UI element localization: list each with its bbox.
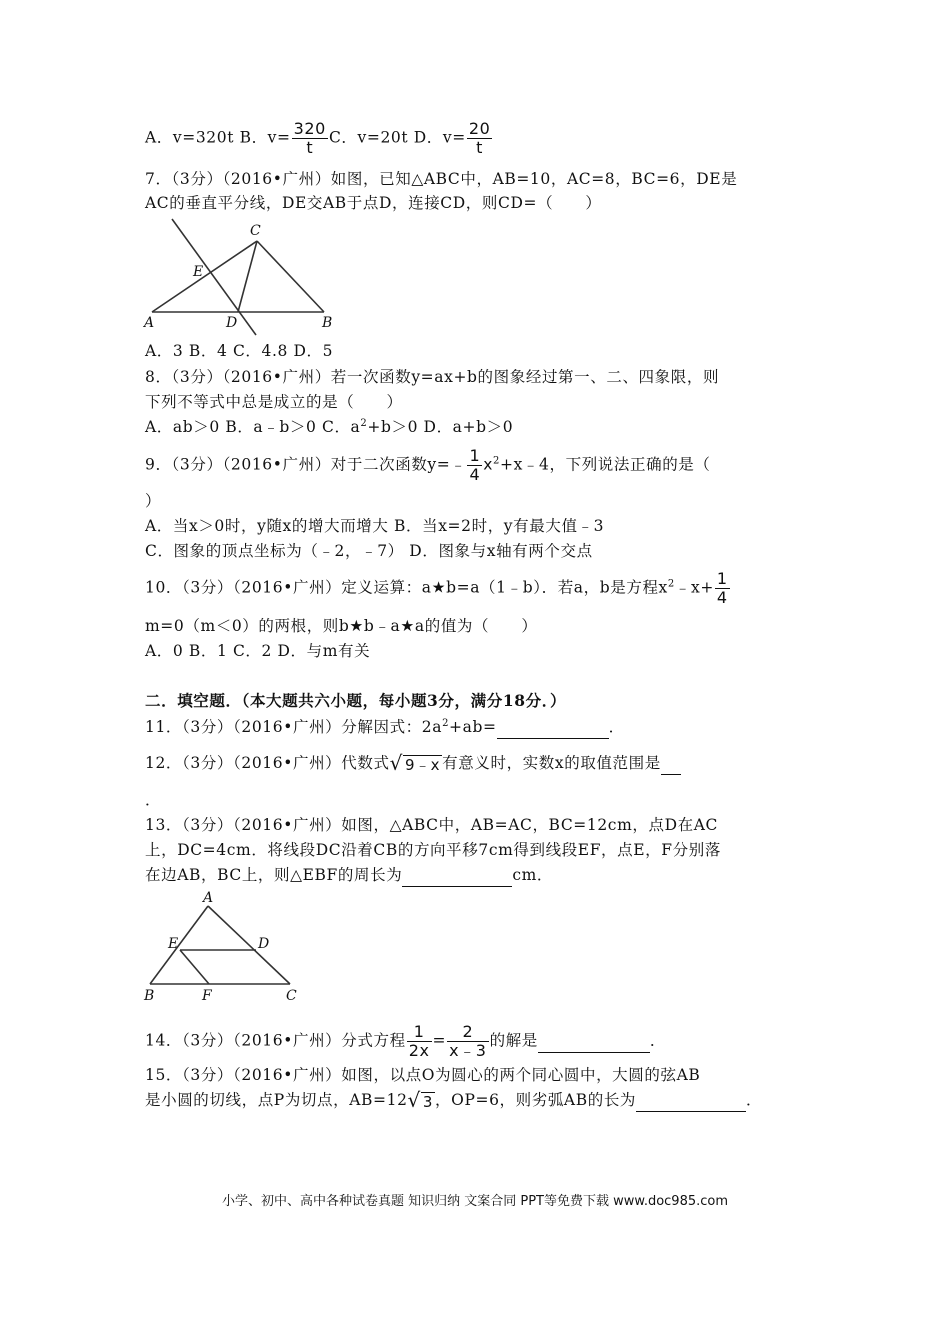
q10-options: A．0 B．1 C．2 D．与m有关 xyxy=(145,642,371,660)
q14-fraction-left: $\frac{1}{2x}$ xyxy=(408,1022,430,1060)
q7-line2: AC的垂直平分线，DE交AB于点D，连接CD，则CD=（ ） xyxy=(145,194,602,212)
q6-option-c: C．v=20t D．v= xyxy=(328,128,466,147)
q7-side-bc xyxy=(257,241,324,312)
q6-option-a: A．v=320t B．v= xyxy=(145,128,291,147)
q13-label-d: D xyxy=(258,936,270,952)
q13-line1: 13．（3分）（2016•广州）如图，△ABC中，AB=AC，BC=12cm，点D在AC xyxy=(145,816,718,834)
q15-radical: √ 3 xyxy=(407,1088,434,1112)
q7-line-de xyxy=(172,219,256,335)
q15-line1: 15．（3分）（2016•广州）如图，以点O为圆心的两个同心圆中，大圆的弦AB xyxy=(145,1066,701,1084)
q7-triangle-figure xyxy=(140,215,340,340)
q11-line: 11．（3分）（2016•广州）分解因式：$2a^2+ab=$ ． xyxy=(145,716,625,739)
q13-segment-ef xyxy=(180,950,209,984)
q14-answer-blank xyxy=(538,1030,650,1053)
q15-line2: 是小圆的切线，点P为切点，AB=12√ 3 ，OP=6，则劣弧AB的长为 ． xyxy=(145,1088,763,1112)
q6-fraction-d: $\frac{20}{t}$ xyxy=(468,119,491,157)
q12-answer-blank xyxy=(661,752,681,775)
q8-options: A．ab＞0 B．a﹣b＞0 C．$a^2+b>0$ D．a+b＞0 xyxy=(145,417,514,436)
q13-line2: 上，DC=4cm．将线段DC沿着CB的方向平移7cm得到线段EF，点E，F分别落 xyxy=(145,841,721,859)
q9-line2: ） xyxy=(145,492,162,510)
q8-line2: 下列不等式中总是成立的是（ ） xyxy=(145,393,403,411)
q10-line1: 10．（3分）（2016•广州）定义运算：a★b=a（1﹣b）．若a，b是方程$x^2﹣x+$ $\frac{1}{4}$ xyxy=(145,569,728,607)
q14-line: 14．（3分）（2016•广州）分式方程 $\frac{1}{2x}$ = $\frac{2}{x﹣3}$ 的解是 ． xyxy=(145,1022,667,1060)
q7-label-b: B xyxy=(322,315,333,331)
q10-fraction: $\frac{1}{4}$ xyxy=(716,569,728,607)
q13-triangle-figure xyxy=(140,890,310,1005)
q15-answer-blank xyxy=(636,1089,746,1112)
section2-title: 二．填空题．（本大题共六小题，每小题3分，满分18分．） xyxy=(145,691,567,710)
q12-line1: 12．（3分）（2016•广州）代数式√ 9﹣x 有意义时，实数x的取值范围是 xyxy=(145,752,681,776)
q6-options xyxy=(145,120,493,157)
q13-label-e: E xyxy=(168,936,179,952)
q13-label-c: C xyxy=(286,988,297,1004)
q10-line2: m=0（m＜0）的两根，则b★b﹣a★a的值为（ ） xyxy=(145,617,538,635)
q13-side-ac xyxy=(208,906,290,984)
q13-label-a: A xyxy=(203,890,214,906)
q7-label-a: A xyxy=(144,315,155,331)
q7-line1: 7．（3分）（2016•广州）如图，已知△ABC中，AB=10，AC=8，BC=6，DE是 xyxy=(145,170,738,188)
q9-options-cd: C．图象的顶点坐标为（﹣2，﹣7） D．图象与x轴有两个交点 xyxy=(145,542,593,560)
q11-answer-blank xyxy=(497,716,609,739)
page-footer: 小学、初中、高中各种试卷真题 知识归纳 文案合同 PPT等免费下载 www.doc985.com xyxy=(221,1194,729,1209)
q9-fraction: $\frac{1}{4}$ xyxy=(469,446,481,484)
q9-options-ab: A．当x＞0时，y随x的增大而增大 B．当x=2时，y有最大值﹣3 xyxy=(145,517,605,535)
q7-label-d: D xyxy=(226,315,238,331)
q13-label-f: F xyxy=(202,988,212,1004)
q12-line2: ． xyxy=(145,791,162,809)
q13-line3: 在边AB，BC上，则△EBF的周长为 cm． xyxy=(145,864,553,887)
q7-label-c: C xyxy=(250,223,261,239)
q12-radical: √ 9﹣x xyxy=(389,751,441,775)
q8-line1: 8．（3分）（2016•广州）若一次函数y=ax+b的图象经过第一、二、四象限，则 xyxy=(145,368,720,386)
q13-answer-blank xyxy=(402,864,512,887)
q7-options: A．3 B．4 C．4.8 D．5 xyxy=(145,342,334,360)
q14-fraction-right: $\frac{2}{x﹣3}$ xyxy=(449,1022,487,1060)
q6-fraction-b: $\frac{320}{t}$ xyxy=(293,119,326,157)
q7-label-e: E xyxy=(193,264,204,280)
q13-label-b: B xyxy=(144,988,155,1004)
q9-line1: 9．（3分）（2016•广州）对于二次函数y=﹣ $\frac{1}{4}$ $x^2+x﹣4$，下列说法正确的是（ xyxy=(145,446,711,484)
